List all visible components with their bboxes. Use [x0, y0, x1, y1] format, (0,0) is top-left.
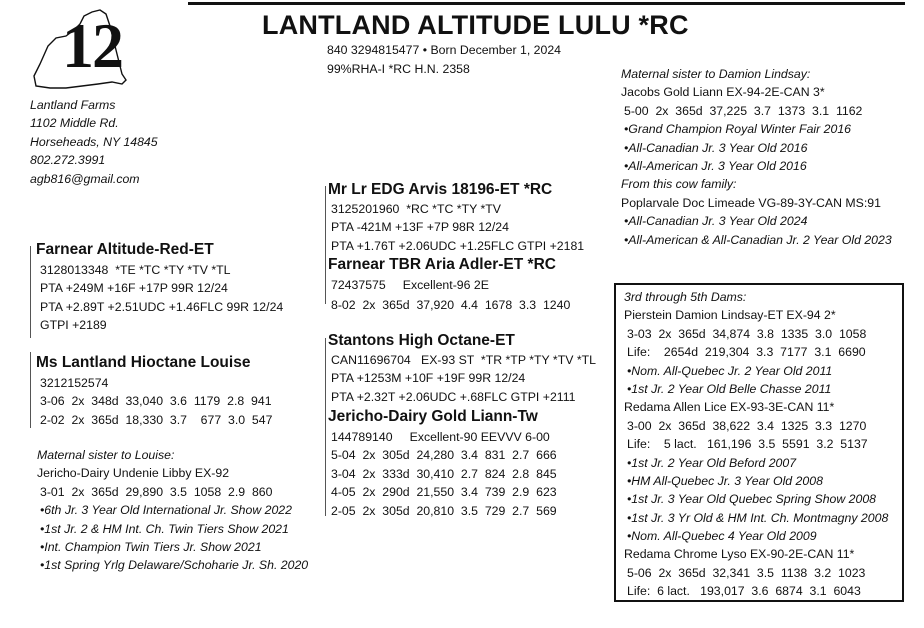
sister-record: 5-00 2x 365d 37,225 3.7 1373 3.1 1162 [624, 103, 863, 118]
honor-item: •All-American Jr. 3 Year Old 2016 [624, 158, 807, 173]
dam-details [40, 374, 272, 429]
lot-number: 12 [62, 10, 122, 81]
dams-box-line: •1st Jr. 3 Year Old Quebec Spring Show 2008 [627, 492, 877, 507]
dam-line: 2-02 2x 365d 18,330 3.7 677 3.0 547 [40, 412, 273, 427]
dams-box-line: Redama Allen Lice EX-93-3E-CAN 11* [624, 400, 835, 415]
honor-item: •Int. Champion Twin Tiers Jr. Show 2021 [40, 539, 262, 554]
breeder-street: 1102 Middle Rd. [30, 116, 119, 131]
section-heading: Maternal sister to Louise: [37, 448, 175, 462]
breeder-info [30, 96, 158, 188]
dams-box-line: •1st Jr. 2 Year Old Belle Chasse 2011 [627, 381, 832, 396]
breeder-farm: Lantland Farms [30, 98, 116, 112]
dams-sire-line: PTA +1253M +10F +19F 99R 12/24 [331, 371, 526, 386]
sire-line: 3128013348 *TE *TC *TY *TV *TL [40, 263, 231, 277]
sire-line: GTPI +2189 [40, 318, 107, 333]
sires-sire-name: Mr Lr EDG Arvis 18196-ET *RC [328, 181, 553, 198]
breeder-phone: 802.272.3991 [30, 153, 106, 168]
sires-dam-details [331, 276, 570, 315]
dam-bracket [30, 352, 31, 428]
dams-sire-details [331, 351, 596, 406]
dams-sire-name: Stantons High Octane-ET [328, 332, 515, 349]
section-heading: 3rd through 5th Dams: [624, 290, 747, 304]
subject-line-2: 99%RHA-I *RC H.N. 2358 [327, 62, 470, 76]
dams-box-line: 3-03 2x 365d 34,874 3.8 1335 3.0 1058 [627, 326, 867, 341]
sire-parents-bracket [325, 186, 326, 304]
dam-line: 3-06 2x 348d 33,040 3.6 1179 2.8 941 [40, 394, 272, 409]
dam-parents-bracket [325, 338, 326, 516]
top-rule [188, 2, 905, 5]
dams-dam-line: 5-04 2x 305d 24,280 3.4 831 2.7 666 [331, 448, 557, 463]
dams-box-line: Pierstein Damion Lindsay-ET EX-94 2* [624, 308, 836, 323]
sires-dam-line: 8-02 2x 365d 37,920 4.4 1678 3.3 1240 [331, 298, 571, 313]
dams-dam-line: 2-05 2x 305d 20,810 3.5 729 2.7 569 [331, 503, 557, 518]
dams-dam-line: 4-05 2x 290d 21,550 3.4 739 2.9 623 [331, 485, 557, 500]
dams-box-line: •Nom. All-Quebec Jr. 2 Year Old 2011 [627, 363, 833, 378]
maternal-sister-damion [621, 65, 892, 249]
dams-box-line: 3-00 2x 365d 38,622 3.4 1325 3.3 1270 [627, 418, 867, 433]
sires-dam-name: Farnear TBR Aria Adler-ET *RC [328, 256, 556, 273]
dams-sire-line: PTA +2.32T +2.06UDC +.68FLC GTPI +2111 [331, 389, 576, 404]
honor-item: •All-Canadian Jr. 3 Year Old 2024 [624, 214, 808, 229]
dam-line: 3212152574 [40, 376, 109, 390]
dams-box-line: Redama Chrome Lyso EX-90-2E-CAN 11* [624, 547, 855, 562]
honor-item: •1st Jr. 2 & HM Int. Ch. Twin Tiers Show 2021 [40, 521, 289, 536]
sire-details [40, 261, 283, 335]
dams-3-5-box [614, 283, 904, 602]
section-heading: Maternal sister to Damion Lindsay: [621, 67, 811, 81]
dams-box-content [624, 288, 888, 601]
dams-dam-details [331, 428, 557, 520]
honor-item: •Grand Champion Royal Winter Fair 2016 [624, 122, 852, 137]
sister-record: 3-01 2x 365d 29,890 3.5 1058 2.9 860 [40, 484, 273, 499]
page-title: LANTLAND ALTITUDE LULU *RC [262, 10, 689, 40]
honor-item: •All-American & All-Canadian Jr. 2 Year Old 2023 [624, 232, 892, 247]
dams-box-line: Life: 2654d 219,304 3.3 7177 3.1 6690 [627, 345, 866, 360]
sires-sire-details [331, 200, 584, 255]
sires-dam-line: 72437575 Excellent-96 2E [331, 278, 489, 292]
sires-sire-line: PTA -421M +13F +7P 98R 12/24 [331, 220, 509, 235]
dams-sire-line: CAN11696704 EX-93 ST *TR *TP *TY *TV *TL [331, 353, 596, 367]
sister-name: Jacobs Gold Liann EX-94-2E-CAN 3* [621, 85, 825, 100]
section-heading: From this cow family: [621, 177, 737, 192]
sires-sire-line: 3125201960 *RC *TC *TY *TV [331, 202, 501, 216]
sire-bracket [30, 246, 31, 338]
breeder-email: agb816@gmail.com [30, 171, 140, 186]
cow-family-name: Poplarvale Doc Limeade VG-89-3Y-CAN MS:91 [621, 195, 881, 210]
honor-item: •All-Canadian Jr. 3 Year Old 2016 [624, 140, 808, 155]
dams-box-line: •HM All-Quebec Jr. 3 Year Old 2008 [627, 473, 823, 488]
dam-name: Ms Lantland Hioctane Louise [36, 354, 251, 371]
sires-sire-line: PTA +1.76T +2.06UDC +1.25FLC GTPI +2181 [331, 238, 585, 253]
sire-name: Farnear Altitude-Red-ET [36, 241, 214, 258]
sister-name: Jericho-Dairy Undenie Libby EX-92 [37, 466, 230, 481]
dams-box-line: •1st Jr. 2 Year Old Beford 2007 [627, 455, 797, 470]
dams-box-line: Life: 6 lact. 193,017 3.6 6874 3.1 6043 [627, 584, 861, 599]
sire-line: PTA +249M +16F +17P 99R 12/24 [40, 281, 228, 296]
honor-item: •6th Jr. 3 Year Old International Jr. Show 2022 [40, 503, 292, 518]
dams-box-line: Life: 5 lact. 161,196 3.5 5591 3.2 5137 [627, 437, 868, 452]
honor-item: •1st Spring Yrlg Delaware/Schoharie Jr. Sh. 2020 [40, 558, 309, 573]
subject-line-1: 840 3294815477 • Born December 1, 2024 [327, 43, 562, 57]
dams-dam-name: Jericho-Dairy Gold Liann-Tw [328, 408, 538, 425]
maternal-sister-louise [37, 446, 308, 575]
breeder-city: Horseheads, NY 14845 [30, 134, 158, 149]
dams-box-line: •Nom. All-Quebec 4 Year Old 2009 [627, 529, 817, 544]
dams-dam-line: 3-04 2x 333d 30,410 2.7 824 2.8 845 [331, 466, 557, 481]
dams-box-line: 5-06 2x 365d 32,341 3.5 1138 3.2 1023 [627, 565, 866, 580]
dams-box-line: •1st Jr. 3 Yr Old & HM Int. Ch. Montmagny 2008 [627, 510, 889, 525]
dams-dam-line: 144789140 Excellent-90 EEVVV 6-00 [331, 430, 550, 444]
sire-line: PTA +2.89T +2.51UDC +1.46FLC 99R 12/24 [40, 299, 284, 314]
